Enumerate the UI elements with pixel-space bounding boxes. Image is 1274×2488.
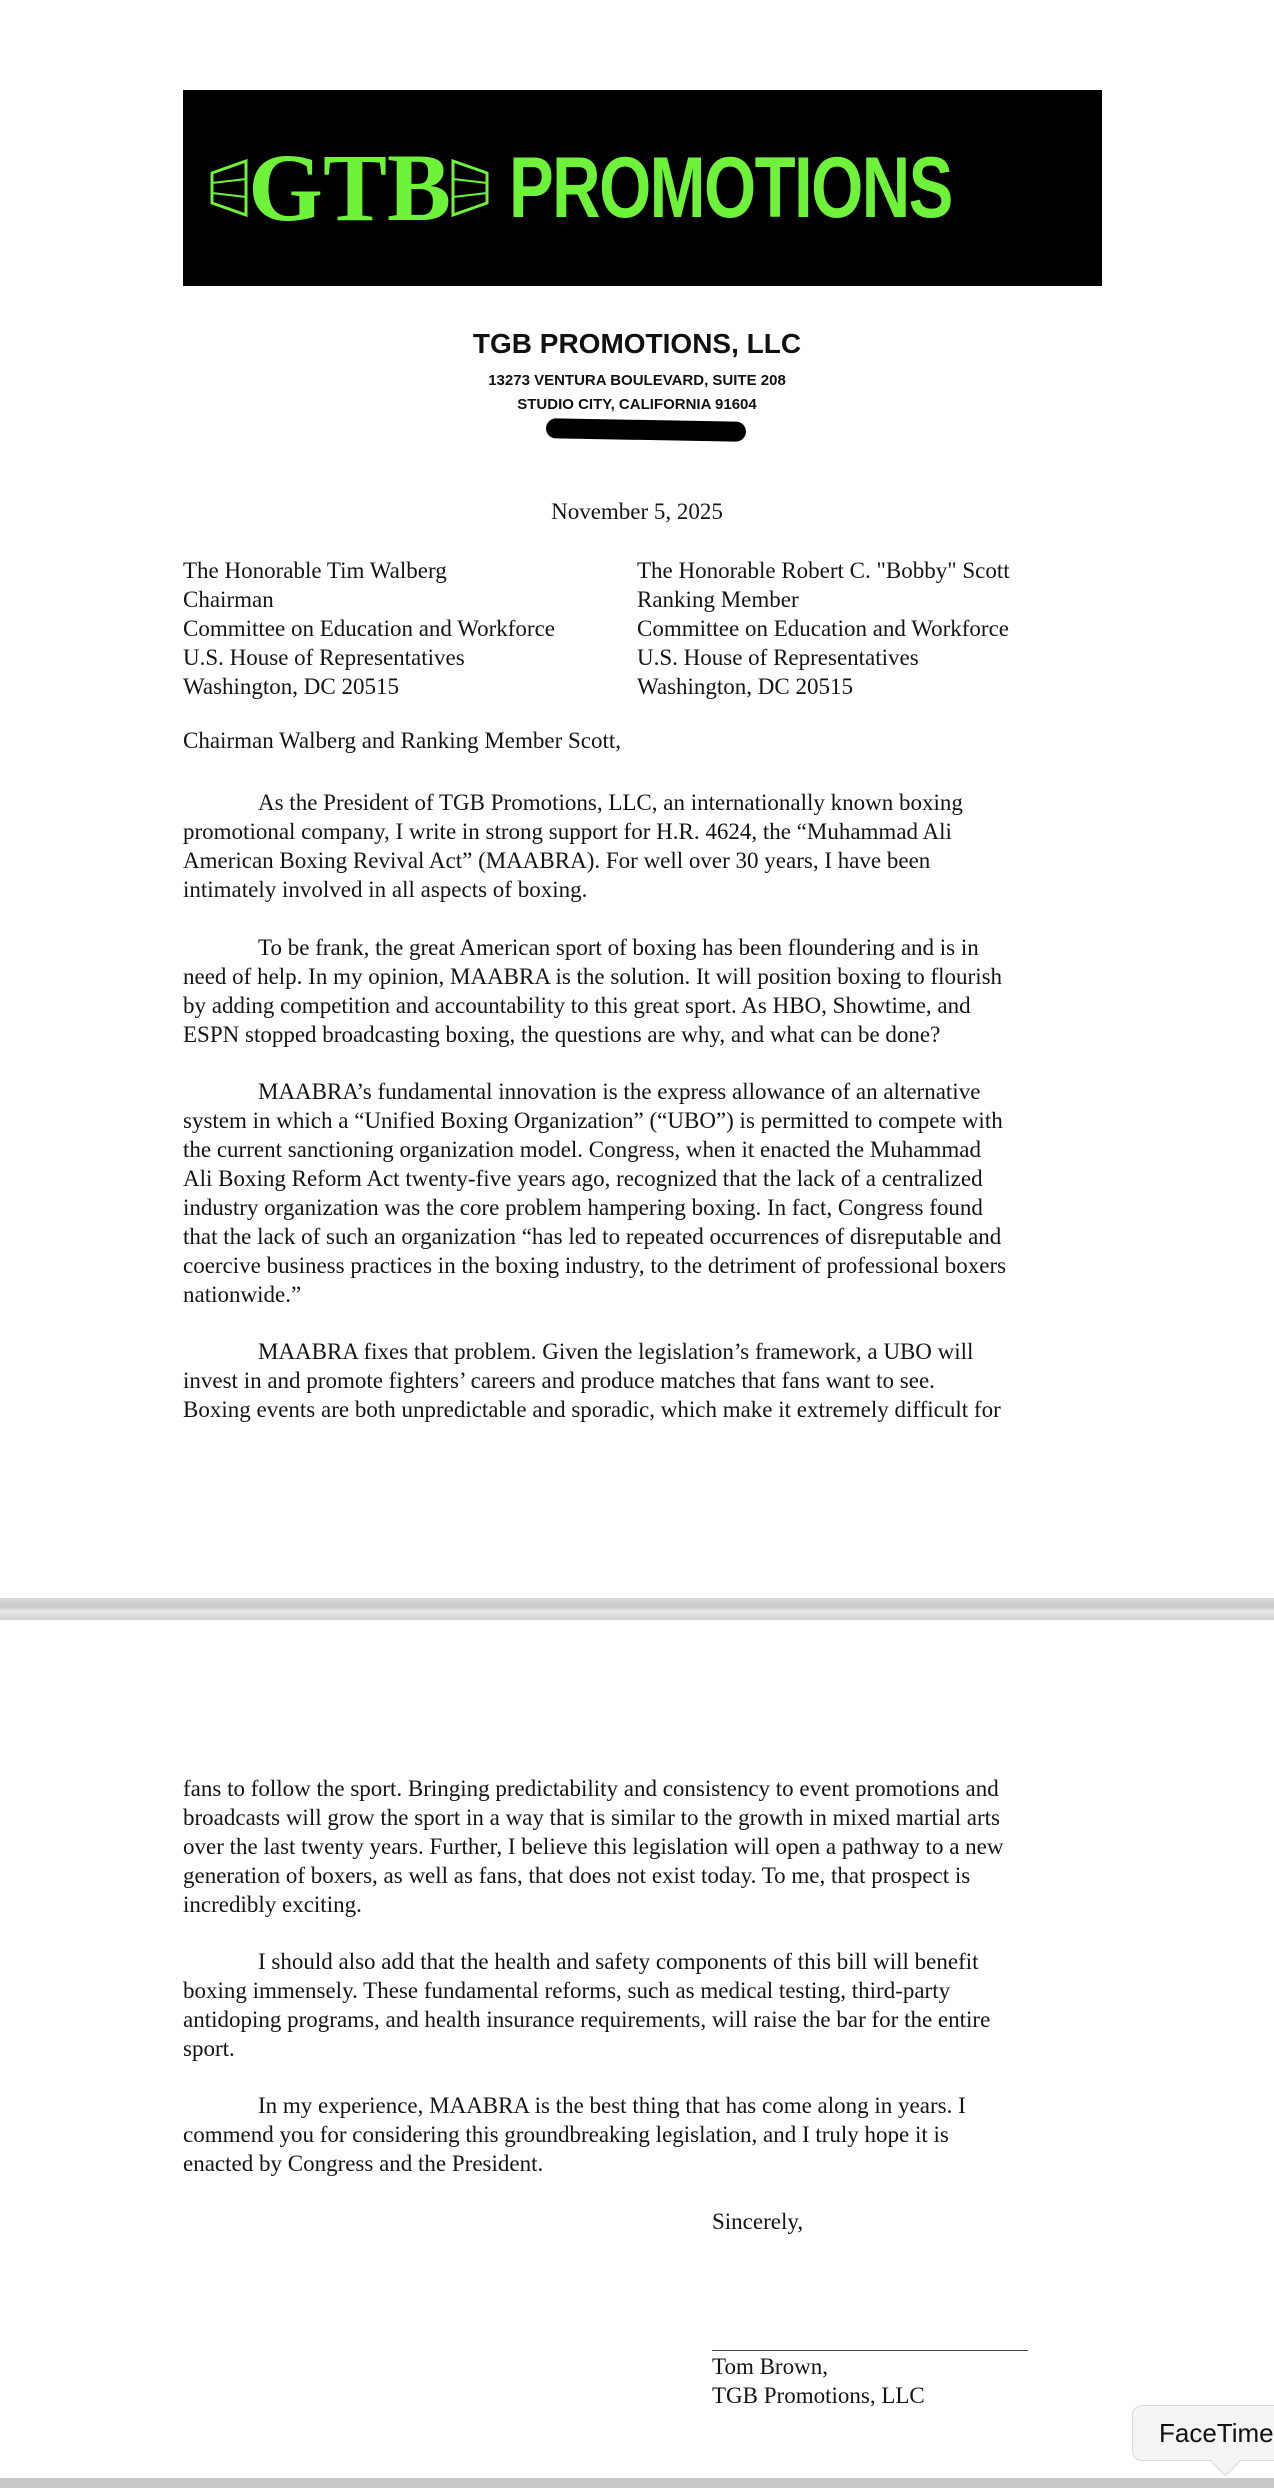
paragraph-line: generation of boxers, as well as fans, that does not exist today. To me, that prospect is [183,1863,971,1888]
paragraph-line: promotional company, I write in strong support for H.R. 4624, the “Muhammad Ali [183,819,952,844]
recipient-title: Chairman [183,587,274,612]
body-paragraph [183,1947,1098,2063]
paragraph-line: commend you for considering this groundbreaking legislation, and I truly hope it is [183,2122,949,2147]
recipient-left [183,556,555,701]
paragraph-line: by adding competition and accountability to this great sport. As HBO, Showtime, and [183,993,971,1018]
body-paragraph [183,1337,1098,1424]
signer-block [712,2352,925,2410]
logo-monogram: GTB [248,134,452,241]
paragraph-line: I should also add that the health and safety components of this bill will benefit [258,1949,979,1974]
letterhead-address-line2: STUDIO CITY, CALIFORNIA 91604 [517,396,757,413]
recipient-house: U.S. House of Representatives [637,645,919,670]
boxing-ring-left-icon [208,153,248,223]
recipient-committee: Committee on Education and Workforce [637,616,1010,641]
closing: Sincerely, [712,2209,804,2234]
gtb-logo-icon [208,134,491,241]
paragraph-line: enacted by Congress and the President. [183,2151,544,2176]
body-paragraph [183,2091,1098,2178]
paragraph-line: broadcasts will grow the sport in a way that is similar to the growth in mixed martial arts [183,1805,1000,1830]
recipient-name: The Honorable Robert C. "Bobby" Scott [637,558,1010,583]
recipient-city: Washington, DC 20515 [637,674,854,699]
paragraph-line: Ali Boxing Reform Act twenty-five years ago, recognized that the lack of a centralized [183,1166,983,1191]
letter-date: November 5, 2025 [551,499,723,524]
paragraph-line: fans to follow the sport. Bringing predictability and consistency to event promotions and [183,1776,999,1801]
letterhead-address-line1: 13273 VENTURA BOULEVARD, SUITE 208 [488,372,786,389]
paragraph-line: nationwide.” [183,1282,302,1307]
recipient-name: The Honorable Tim Walberg [183,558,447,583]
salutation: Chairman Walberg and Ranking Member Scott, [183,728,622,753]
facetime-label: FaceTime [1159,2417,1274,2448]
body-paragraph [183,933,1098,1049]
paragraph-line: coercive business practices in the boxing industry, to the detriment of professional boxers [183,1253,1007,1278]
paragraph-line: As the President of TGB Promotions, LLC, an internationally known boxing [258,790,963,815]
boxing-ring-right-icon [451,153,491,223]
paragraph-line: incredibly exciting. [183,1892,362,1917]
paragraph-line: American Boxing Revival Act” (MAABRA). For well over 30 years, I have been [183,848,931,873]
body-paragraph [183,1077,1098,1309]
signer-name: Tom Brown, [712,2354,828,2379]
recipient-committee: Committee on Education and Workforce [183,616,556,641]
paragraph-line: that the lack of such an organization “has led to repeated occurrences of disreputable and [183,1224,1002,1249]
paragraph-line: Boxing events are both unpredictable and sporadic, which make it extremely difficult for [183,1397,1001,1422]
bottom-edge [0,2478,1274,2488]
redaction-mark [546,418,746,441]
paragraph-line: industry organization was the core problem hampering boxing. In fact, Congress found [183,1195,983,1220]
paragraph-line: intimately involved in all aspects of boxing. [183,877,588,902]
paragraph-line: over the last twenty years. Further, I believe this legislation will open a pathway to a new [183,1834,1004,1859]
signer-organization: TGB Promotions, LLC [712,2383,925,2408]
paragraph-line: To be frank, the great American sport of boxing has been floundering and is in [258,935,979,960]
letterhead-logo-banner [183,90,1102,286]
recipient-house: U.S. House of Representatives [183,645,465,670]
signature-line [712,2350,1028,2351]
logo-wordmark: PROMOTIONS [509,140,952,236]
paragraph-line: MAABRA’s fundamental innovation is the express allowance of an alternative [258,1079,981,1104]
page-break [0,1598,1274,1620]
paragraph-line: need of help. In my opinion, MAABRA is the solution. It will position boxing to flourish [183,964,1003,989]
facetime-tooltip[interactable] [1132,2405,1274,2461]
paragraph-line: boxing immensely. These fundamental reforms, such as medical testing, third-party [183,1978,951,2003]
paragraph-line: system in which a “Unified Boxing Organization” (“UBO”) is permitted to compete with [183,1108,1003,1133]
paragraph-line: sport. [183,2036,235,2061]
paragraph-line: MAABRA fixes that problem. Given the legislation’s framework, a UBO will [258,1339,974,1364]
body-paragraph [183,788,1098,904]
recipient-city: Washington, DC 20515 [183,674,400,699]
paragraph-line: invest in and promote fighters’ careers and produce matches that fans want to see. [183,1368,935,1393]
paragraph-line: the current sanctioning organization model. Congress, when it enacted the Muhammad [183,1137,981,1162]
letterhead-company-name: TGB PROMOTIONS, LLC [472,328,802,359]
paragraph-line: antidoping programs, and health insurance requirements, will raise the bar for the entire [183,2007,991,2032]
body-paragraph [183,1774,1098,1919]
recipient-right [637,556,1010,701]
paragraph-line: ESPN stopped broadcasting boxing, the questions are why, and what can be done? [183,1022,941,1047]
paragraph-line: In my experience, MAABRA is the best thing that has come along in years. I [258,2093,966,2118]
recipient-title: Ranking Member [637,587,799,612]
